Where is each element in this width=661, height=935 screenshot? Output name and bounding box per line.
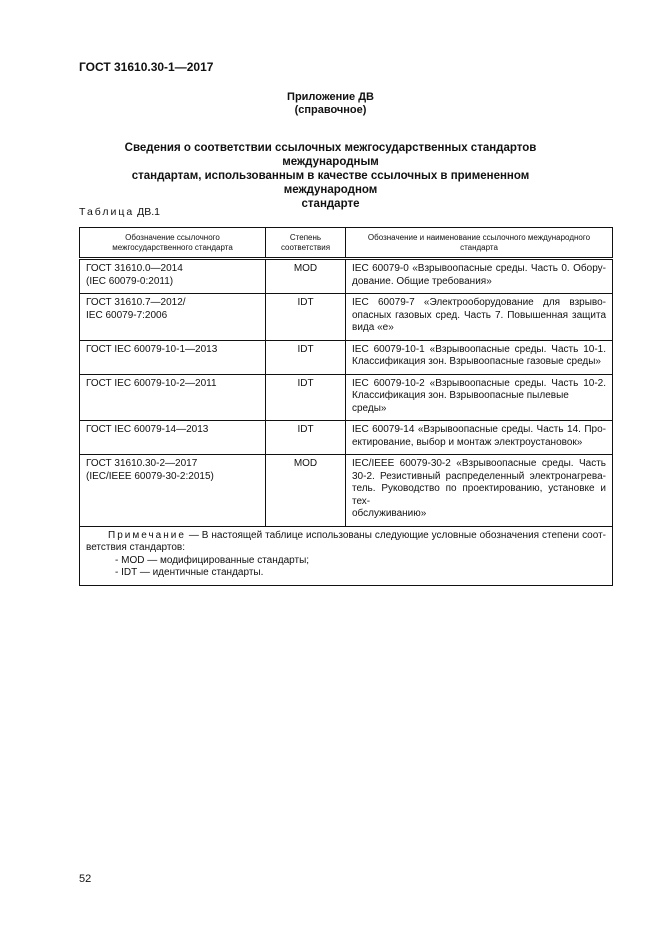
table-row bbox=[80, 374, 613, 421]
document-code: ГОСТ 31610.30-1—2017 bbox=[79, 60, 214, 74]
note-item: - IDT — идентичные стандарты. bbox=[115, 567, 264, 578]
national-standard-cell: ГОСТ 31610.7—2012/ IEC 60079-7:2006 bbox=[80, 294, 266, 341]
national-standard-cell: ГОСТ IEC 60079-14—2013 bbox=[80, 421, 266, 455]
section-title-line: стандарте bbox=[301, 198, 360, 210]
table-note-row bbox=[80, 526, 613, 585]
section-title bbox=[90, 141, 571, 211]
international-standard-cell: IEC 60079-7 «Электрооборудование для взрыво- опасных газовых сред. Часть 7. Повышенная защита вида «е» bbox=[346, 294, 613, 341]
appendix-subtitle: (справочное) bbox=[294, 104, 367, 116]
table-caption bbox=[79, 206, 160, 218]
table-row bbox=[80, 455, 613, 527]
page-number: 52 bbox=[79, 873, 92, 885]
degree-cell: IDT bbox=[266, 340, 346, 374]
international-standard-cell: IEC 60079-0 «Взрывоопасные среды. Часть 0. Обору- дование. Общие требования» bbox=[346, 259, 613, 294]
section-title-line: стандартам, использованным в качестве ссылочных в примененном международном bbox=[131, 170, 530, 196]
table-caption-number: ДВ.1 bbox=[137, 206, 160, 218]
note-item: - MOD — модифицированные стандарты; bbox=[115, 554, 310, 566]
header-cell-degree: Степень соответствия bbox=[266, 228, 346, 259]
note-label: Примечание bbox=[108, 529, 186, 541]
table-caption-word: Таблица bbox=[79, 206, 135, 218]
note-text: — В настоящей таблице использованы следующие условные обозначения степени соот- bbox=[185, 529, 606, 541]
section-title-line: Сведения о соответствии ссылочных межгосударственных стандартов международным bbox=[124, 142, 537, 168]
degree-cell: MOD bbox=[266, 259, 346, 294]
table-row bbox=[80, 259, 613, 294]
note-text: ветствия стандартов: bbox=[86, 542, 185, 553]
degree-cell: IDT bbox=[266, 421, 346, 455]
degree-cell: IDT bbox=[266, 374, 346, 421]
header-cell-national-standard: Обозначение ссылочного межгосударственного стандарта bbox=[80, 228, 266, 259]
international-standard-cell: IEC/IEEE 60079-30-2 «Взрывоопасные среды. Часть 30-2. Резистивный распределенный электронагрева- тель. Руководство по проектированию, установке и тех- обслуживанию» bbox=[346, 455, 613, 527]
national-standard-cell: ГОСТ IEC 60079-10-1—2013 bbox=[80, 340, 266, 374]
table-row bbox=[80, 294, 613, 341]
national-standard-cell: ГОСТ 31610.0—2014 (IEC 60079-0:2011) bbox=[80, 259, 266, 294]
standards-table bbox=[79, 227, 613, 586]
international-standard-cell: IEC 60079-10-2 «Взрывоопасные среды. Часть 10-2. Классификация зон. Взрывоопасные пылевые среды» bbox=[346, 374, 613, 421]
appendix-title: Приложение ДВ bbox=[287, 91, 374, 103]
degree-cell: MOD bbox=[266, 455, 346, 527]
header-cell-international-standard: Обозначение и наименование ссылочного международного стандарта bbox=[346, 228, 613, 259]
national-standard-cell: ГОСТ IEC 60079-10-2—2011 bbox=[80, 374, 266, 421]
international-standard-cell: IEC 60079-10-1 «Взрывоопасные среды. Часть 10-1. Классификация зон. Взрывоопасные газовые среды» bbox=[346, 340, 613, 374]
table-row bbox=[80, 340, 613, 374]
degree-cell: IDT bbox=[266, 294, 346, 341]
international-standard-cell: IEC 60079-14 «Взрывоопасные среды. Часть 14. Про- ектирование, выбор и монтаж электроустановок» bbox=[346, 421, 613, 455]
table-header-row bbox=[80, 228, 613, 259]
national-standard-cell: ГОСТ 31610.30-2—2017 (IEC/IEEE 60079-30-2:2015) bbox=[80, 455, 266, 527]
table-row bbox=[80, 421, 613, 455]
table-note bbox=[80, 526, 613, 585]
